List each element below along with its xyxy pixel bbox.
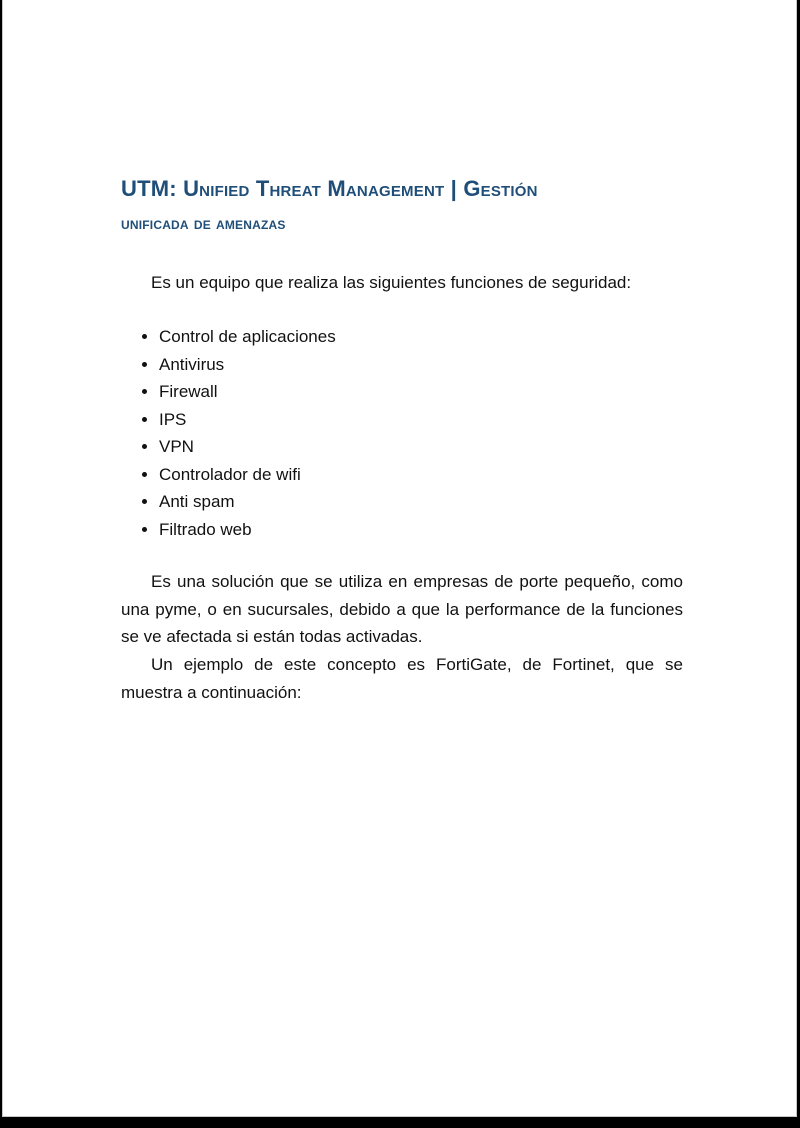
body-paragraph: Es una solución que se utiliza en empresas de porte pequeño, como una pyme, o en sucursales, debido a que la performance de la funciones se ve afectada si están todas activadas.: [121, 572, 683, 646]
heading-line-1: UTM: Unified Threat Management | Gestión: [121, 176, 538, 201]
list-item: • Anti spam: [159, 488, 336, 516]
heading-line-2: unificada de amenazas: [121, 213, 286, 233]
list-item: • Controlador de wifi: [159, 461, 336, 489]
body-paragraph: Un ejemplo de este concepto es FortiGate, de Fortinet, que se muestra a continuación:: [121, 655, 683, 702]
list-item: • Antivirus: [159, 351, 336, 379]
list-item: • IPS: [159, 406, 336, 434]
document-page: [2, 0, 797, 1117]
intro-paragraph: Es un equipo que realiza las siguientes funciones de seguridad:: [151, 273, 632, 292]
list-item: • Control de aplicaciones: [159, 323, 336, 351]
list-item: • Firewall: [159, 378, 336, 406]
section-heading: [121, 172, 721, 240]
list-item: • Filtrado web: [159, 516, 336, 544]
functions-list: [121, 323, 336, 543]
list-item: • VPN: [159, 433, 336, 461]
